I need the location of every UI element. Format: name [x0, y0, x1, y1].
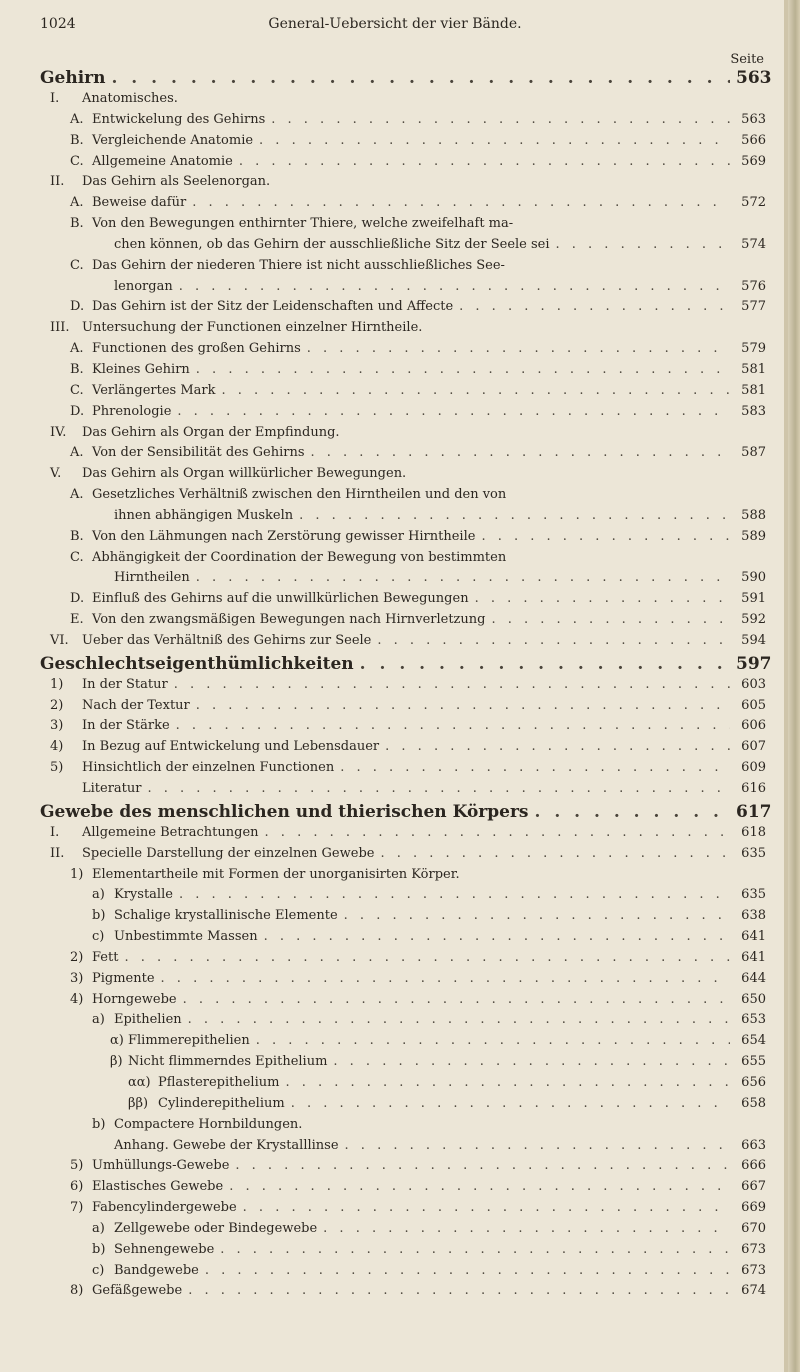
toc-entry-label: chen können, ob das Gehirn der ausschließliche Sitz der Seele sei	[114, 236, 550, 252]
leader-dots	[285, 1075, 730, 1090]
toc-entry	[40, 508, 766, 529]
toc-entry	[40, 633, 766, 654]
toc-entry-number: B.	[70, 528, 84, 544]
leader-dots	[196, 570, 730, 585]
toc-entry-number: a)	[92, 1220, 105, 1236]
toc-page-number: 607	[741, 739, 766, 755]
toc-entry	[40, 445, 766, 466]
leader-dots	[385, 739, 730, 754]
toc-page-number: 592	[741, 612, 766, 628]
toc-page-number: 581	[741, 382, 766, 398]
toc-entry	[40, 404, 766, 425]
toc-entry	[40, 279, 766, 300]
toc-entry	[40, 846, 766, 867]
toc-entry-label: Das Gehirn ist der Sitz der Leidenschaften und Affecte	[92, 299, 454, 315]
leader-dots	[459, 299, 730, 314]
toc-entry-label: Anhang. Gewebe der Krystalllinse	[114, 1137, 339, 1153]
toc-entry-label: Zellgewebe oder Bindegewebe	[114, 1220, 318, 1236]
toc-entry-label: lenorgan	[114, 278, 173, 294]
toc-entry-number: A.	[70, 111, 84, 127]
toc-page-number: 563	[741, 111, 766, 127]
toc-page-number: 638	[741, 908, 766, 924]
toc-entry-label: Anatomisches.	[82, 91, 178, 106]
toc-entry	[40, 1242, 766, 1263]
book-edge	[788, 0, 800, 1372]
toc-entry-number: 2)	[50, 697, 64, 713]
toc-page-number: 673	[741, 1241, 766, 1257]
toc-entry	[40, 1158, 766, 1179]
toc-page-number: 566	[741, 132, 766, 148]
toc-entry-number: II.	[50, 174, 65, 190]
toc-entry-label: Gewebe des menschlichen und thierischen Körpers	[40, 801, 529, 822]
toc-entry-label: Nicht flimmerndes Epithelium	[128, 1054, 328, 1070]
leader-dots	[177, 404, 730, 419]
leader-dots	[481, 529, 730, 544]
toc-entry-label: Literatur	[82, 781, 142, 796]
running-title: General-Uebersicht der vier Bände.	[268, 16, 522, 32]
leader-dots	[220, 1242, 730, 1257]
leader-dots	[271, 112, 730, 127]
leader-dots	[243, 1200, 730, 1215]
toc-entry-label: Einfluß des Gehirns auf die unwillkürlichen Bewegungen	[92, 591, 469, 607]
toc-entry	[40, 1283, 766, 1304]
toc-entry	[40, 1012, 766, 1033]
leader-dots	[256, 1033, 730, 1048]
toc-entry-number: III.	[50, 320, 70, 336]
toc-entry-label: Pigmente	[92, 970, 155, 986]
toc-entry-number: B.	[70, 216, 84, 232]
toc-page-number: 669	[741, 1200, 766, 1216]
toc-entry	[40, 612, 766, 633]
toc-heading	[40, 653, 772, 677]
toc-heading	[40, 801, 772, 825]
toc-entry-label: Nach der Textur	[82, 697, 190, 713]
toc-entry-label: In der Statur	[82, 676, 168, 692]
toc-entry-number: b)	[92, 1116, 106, 1132]
leader-dots	[259, 133, 730, 148]
toc-entry	[40, 1200, 766, 1221]
toc-entry-label: Von der Sensibilität des Gehirns	[92, 445, 305, 461]
toc-entry-label: Elementartheile mit Formen der unorganisirten Körper.	[92, 866, 460, 882]
toc-entry-label: Sehnengewebe	[114, 1241, 215, 1257]
leader-dots	[222, 383, 731, 398]
toc-entry	[40, 591, 766, 612]
leader-dots	[174, 677, 730, 692]
toc-entry-label: Ueber das Verhältniß des Gehirns zur Seele	[82, 632, 372, 648]
toc-page-number: 569	[741, 153, 766, 169]
toc-entry	[40, 1033, 766, 1054]
toc-entry-label: Functionen des großen Gehirns	[92, 341, 301, 357]
toc-entry-label: Allgemeine Anatomie	[92, 153, 233, 169]
toc-entry	[40, 237, 766, 258]
toc-entry	[40, 825, 766, 846]
toc-entry-number: VI.	[50, 632, 69, 648]
toc-page-number: 597	[736, 653, 772, 674]
leader-dots	[340, 760, 730, 775]
leader-dots	[124, 950, 730, 965]
leader-dots	[380, 846, 730, 861]
leader-dots	[239, 154, 730, 169]
toc-entry-label: Allgemeine Betrachtungen	[82, 824, 259, 840]
toc-page-number: 609	[741, 760, 766, 776]
leader-dots	[161, 971, 730, 986]
toc-entry	[40, 91, 766, 112]
toc-entry-label: Hirntheilen	[114, 570, 190, 586]
table-of-contents	[40, 68, 772, 1304]
toc-entry-number: α)	[110, 1033, 124, 1049]
toc-entry-number: IV.	[50, 424, 67, 440]
toc-page-number: 663	[741, 1137, 766, 1153]
toc-entry	[40, 466, 766, 487]
toc-entry	[40, 908, 766, 929]
toc-entry-label: Elastisches Gewebe	[92, 1179, 224, 1195]
toc-entry-label: Das Gehirn als Organ der Empfindung.	[82, 424, 340, 440]
toc-page-number: 653	[741, 1012, 766, 1028]
toc-entry	[40, 195, 766, 216]
toc-entry	[40, 487, 766, 508]
toc-page-number: 617	[736, 801, 772, 822]
leader-dots	[556, 237, 730, 252]
toc-page-number: 574	[741, 236, 766, 252]
toc-entry-number: V.	[50, 466, 62, 482]
leader-dots	[183, 992, 730, 1007]
toc-page-number: 670	[741, 1220, 766, 1236]
toc-entry-label: Vergleichende Anatomie	[92, 132, 254, 148]
toc-entry-number: β)	[110, 1054, 123, 1070]
toc-page-number: 666	[741, 1158, 766, 1174]
toc-entry-label: Das Gehirn als Organ willkürlicher Bewegungen.	[82, 466, 407, 482]
toc-page-number: 563	[736, 68, 772, 88]
leader-dots	[311, 445, 730, 460]
toc-page-number: 655	[741, 1054, 766, 1070]
leader-dots	[188, 1283, 730, 1298]
toc-entry-number: b)	[92, 908, 106, 924]
toc-page-number: 641	[741, 929, 766, 945]
leader-dots	[307, 341, 730, 356]
toc-entry	[40, 258, 766, 279]
toc-entry	[40, 677, 766, 698]
leader-dots	[205, 1263, 730, 1278]
toc-entry	[40, 133, 766, 154]
leader-dots	[264, 929, 730, 944]
toc-entry-number: II.	[50, 845, 65, 861]
leader-dots	[111, 68, 730, 88]
toc-entry	[40, 425, 766, 446]
toc-entry-number: D.	[70, 591, 85, 607]
toc-entry-label: Entwickelung des Gehirns	[92, 111, 266, 127]
toc-entry-number: αα)	[128, 1074, 151, 1090]
toc-entry-label: Das Gehirn als Seelenorgan.	[82, 174, 271, 190]
toc-entry-number: 3)	[70, 970, 84, 986]
toc-entry-number: 2)	[70, 949, 84, 965]
toc-entry-label: Gefäßgewebe	[92, 1283, 183, 1299]
toc-entry-number: 1)	[50, 676, 64, 692]
leader-dots	[196, 698, 730, 713]
toc-entry-label: In der Stärke	[82, 718, 170, 734]
leader-dots	[188, 1012, 730, 1027]
leader-dots	[176, 718, 730, 733]
toc-entry	[40, 341, 766, 362]
toc-entry	[40, 971, 766, 992]
toc-entry-label: In Bezug auf Entwickelung und Lebensdauer	[82, 739, 380, 755]
leader-dots	[192, 195, 730, 210]
leader-dots	[323, 1221, 730, 1236]
toc-entry	[40, 867, 766, 888]
toc-entry	[40, 1179, 766, 1200]
toc-entry-label: Cylinderepithelium	[158, 1095, 285, 1111]
leader-dots	[535, 802, 731, 822]
toc-entry-label: Horngewebe	[92, 991, 177, 1007]
toc-entry-label: Hinsichtlich der einzelnen Functionen	[82, 760, 335, 776]
toc-entry-label: Von den Lähmungen nach Zerstörung gewisser Hirntheile	[92, 528, 476, 544]
toc-entry	[40, 529, 766, 550]
toc-entry	[40, 216, 766, 237]
toc-page-number: 635	[741, 845, 766, 861]
toc-entry	[40, 112, 766, 133]
toc-entry-label: Gehirn	[40, 68, 106, 88]
toc-page-number: 641	[741, 949, 766, 965]
toc-entry	[40, 320, 766, 341]
toc-entry-label: Von den Bewegungen enthirnter Thiere, welche zweifelhaft ma-	[92, 216, 514, 232]
toc-entry	[40, 1117, 766, 1138]
toc-entry-number: c)	[92, 1262, 105, 1278]
toc-entry-label: Von den zwangsmäßigen Bewegungen nach Hirnverletzung	[92, 612, 486, 628]
toc-page-number: 606	[741, 718, 766, 734]
toc-entry	[40, 760, 766, 781]
toc-entry-number: 3)	[50, 718, 64, 734]
toc-entry-number: A.	[70, 445, 84, 461]
toc-page-number: 587	[741, 445, 766, 461]
toc-entry-label: Compactere Hornbildungen.	[114, 1116, 303, 1132]
toc-entry-label: Fett	[92, 949, 119, 965]
toc-page-number: 583	[741, 403, 766, 419]
leader-dots	[179, 279, 730, 294]
toc-entry-number: 4)	[50, 739, 64, 755]
toc-entry-number: B.	[70, 361, 84, 377]
toc-entry	[40, 383, 766, 404]
toc-entry	[40, 718, 766, 739]
toc-entry	[40, 929, 766, 950]
toc-page-number: 673	[741, 1262, 766, 1278]
leader-dots	[491, 612, 730, 627]
toc-entry-number: E.	[70, 612, 84, 628]
toc-entry	[40, 698, 766, 719]
toc-entry	[40, 950, 766, 971]
toc-entry-number: C.	[70, 382, 84, 398]
toc-entry	[40, 1221, 766, 1242]
toc-entry	[40, 887, 766, 908]
toc-entry-label: Unbestimmte Massen	[114, 929, 258, 945]
toc-entry-label: Specielle Darstellung der einzelnen Gewebe	[82, 845, 375, 861]
toc-entry	[40, 550, 766, 571]
toc-page-number: 579	[741, 341, 766, 357]
toc-entry	[40, 174, 766, 195]
toc-entry-number: D.	[70, 403, 85, 419]
toc-entry-number: D.	[70, 299, 85, 315]
toc-entry-number: A.	[70, 195, 84, 211]
leader-dots	[333, 1054, 730, 1069]
toc-entry-label: Beweise dafür	[92, 195, 187, 211]
toc-entry-number: b)	[92, 1241, 106, 1257]
toc-entry	[40, 570, 766, 591]
toc-page-number: 591	[741, 591, 766, 607]
toc-entry-number: c)	[92, 929, 105, 945]
toc-entry-number: 4)	[70, 991, 84, 1007]
toc-page-number: 594	[741, 632, 766, 648]
leader-dots	[344, 908, 730, 923]
toc-entry	[40, 739, 766, 760]
leader-dots	[377, 633, 730, 648]
leader-dots	[360, 654, 730, 674]
toc-entry-label: Geschlechtseigenthümlichkeiten	[40, 653, 354, 674]
toc-page-number: 658	[741, 1095, 766, 1111]
running-header	[40, 16, 750, 38]
toc-entry-number: 7)	[70, 1200, 84, 1216]
toc-entry-label: Das Gehirn der niederen Thiere ist nicht ausschließliches See-	[92, 257, 505, 273]
toc-page-number: 635	[741, 887, 766, 903]
toc-page-number: 650	[741, 991, 766, 1007]
toc-entry-label: ihnen abhängigen Muskeln	[114, 507, 294, 523]
toc-entry	[40, 1096, 766, 1117]
toc-page-number: 572	[741, 195, 766, 211]
toc-entry-label: Epithelien	[114, 1012, 182, 1028]
toc-entry	[40, 781, 766, 802]
toc-page-number: 588	[741, 507, 766, 523]
toc-entry-label: Umhüllungs-Gewebe	[92, 1158, 230, 1174]
toc-entry-number: C.	[70, 257, 84, 273]
toc-entry-number: a)	[92, 1012, 105, 1028]
toc-entry-label: Schalige krystallinische Elemente	[114, 908, 338, 924]
page-number: 1024	[40, 16, 76, 32]
toc-entry-number: 5)	[70, 1158, 84, 1174]
toc-entry-label: Verlängertes Mark	[92, 382, 216, 398]
toc-entry	[40, 362, 766, 383]
toc-entry-label: Bandgewebe	[114, 1262, 199, 1278]
toc-entry-number: A.	[70, 341, 84, 357]
leader-dots	[235, 1158, 730, 1173]
toc-entry-number: 1)	[70, 866, 84, 882]
toc-page-number: 603	[741, 676, 766, 692]
toc-page-number: 581	[741, 361, 766, 377]
toc-entry-number: C.	[70, 153, 84, 169]
leader-dots	[179, 887, 730, 902]
toc-entry-label: Untersuchung der Functionen einzelner Hirntheile.	[82, 320, 423, 336]
toc-entry-number: 8)	[70, 1283, 84, 1299]
toc-page-number: 616	[741, 781, 766, 796]
toc-entry	[40, 992, 766, 1013]
toc-page-number: 590	[741, 570, 766, 586]
leader-dots	[196, 362, 730, 377]
leader-dots	[229, 1179, 730, 1194]
page-column-label: Seite	[730, 52, 764, 67]
leader-dots	[345, 1138, 730, 1153]
toc-entry-number: 6)	[70, 1179, 84, 1195]
leader-dots	[265, 825, 730, 840]
toc-page-number: 656	[741, 1074, 766, 1090]
leader-dots	[475, 591, 730, 606]
toc-entry-label: Pflasterepithelium	[158, 1074, 280, 1090]
toc-entry-number: B.	[70, 132, 84, 148]
toc-entry-label: Kleines Gehirn	[92, 361, 190, 377]
toc-heading	[40, 68, 772, 91]
toc-page-number: 605	[741, 697, 766, 713]
leader-dots	[291, 1096, 730, 1111]
toc-page-number: 667	[741, 1179, 766, 1195]
toc-entry	[40, 1263, 766, 1284]
toc-entry-number: 5)	[50, 760, 64, 776]
toc-entry-number: ββ)	[128, 1095, 149, 1111]
toc-entry	[40, 1138, 766, 1159]
toc-entry-label: Abhängigkeit der Coordination der Bewegung von bestimmten	[92, 549, 507, 565]
toc-page-number: 618	[741, 824, 766, 840]
leader-dots	[147, 781, 730, 796]
toc-page-number: 577	[741, 299, 766, 315]
toc-entry-label: Fabencylindergewebe	[92, 1200, 237, 1216]
toc-entry-number: I.	[50, 91, 60, 106]
toc-entry-number: A.	[70, 487, 84, 503]
toc-entry-label: Krystalle	[114, 887, 173, 903]
toc-entry-number: I.	[50, 824, 60, 840]
toc-page-number: 589	[741, 528, 766, 544]
leader-dots	[299, 508, 730, 523]
toc-page-number: 576	[741, 278, 766, 294]
toc-entry	[40, 154, 766, 175]
toc-entry-label: Phrenologie	[92, 403, 172, 419]
toc-entry-number: a)	[92, 887, 105, 903]
toc-page-number: 644	[741, 970, 766, 986]
toc-entry-label: Gesetzliches Verhältniß zwischen den Hirntheilen und den von	[92, 487, 507, 503]
toc-page-number: 674	[741, 1283, 766, 1299]
toc-entry	[40, 299, 766, 320]
toc-entry	[40, 1054, 766, 1075]
toc-entry-number: C.	[70, 549, 84, 565]
toc-page-number: 654	[741, 1033, 766, 1049]
toc-entry-label: Flimmerepithelien	[128, 1033, 250, 1049]
toc-entry	[40, 1075, 766, 1096]
